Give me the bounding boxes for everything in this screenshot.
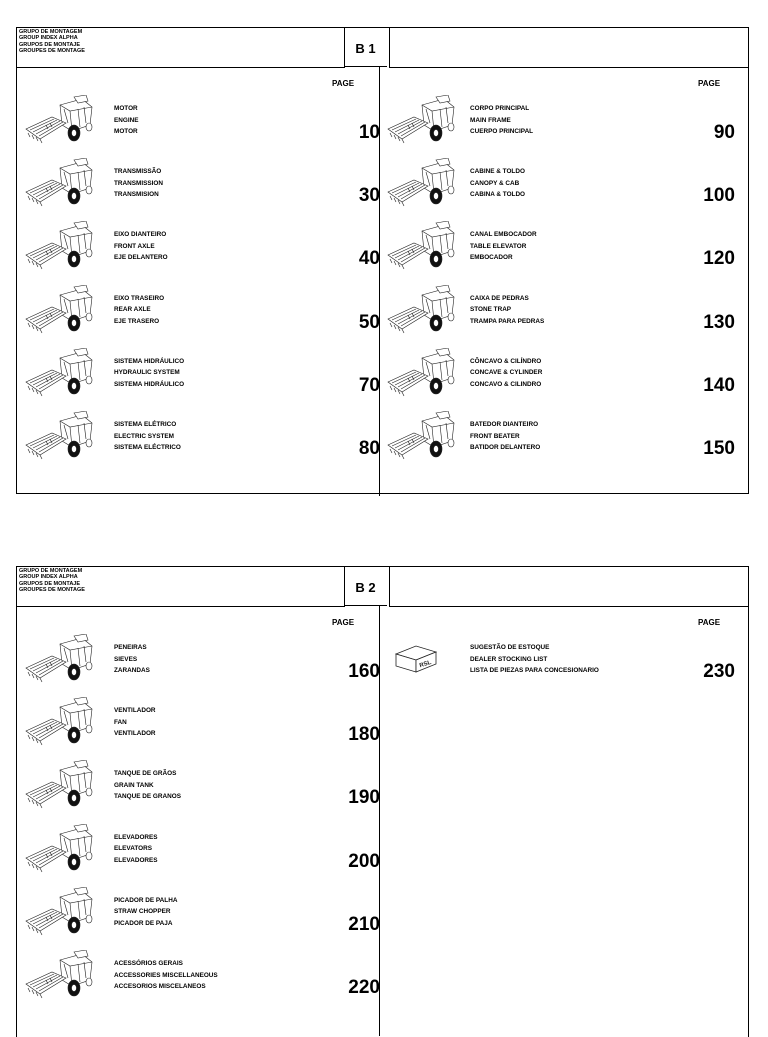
entry-name-es: SISTEMA HIDRÁULICO <box>114 380 185 388</box>
group-title-fr: GROUPES DE MONTAGE <box>19 48 85 55</box>
entry-name-pt: ELEVADORES <box>114 833 158 841</box>
entry-names <box>470 642 599 677</box>
page-column-heading: PAGE <box>332 618 355 627</box>
entry-names <box>114 705 156 740</box>
entry-name-pt: VENTILADOR <box>114 707 156 715</box>
index-entry[interactable] <box>22 411 380 473</box>
entry-name-pt: TRANSMISSÃO <box>114 168 162 176</box>
combine-harvester-icon <box>384 411 456 465</box>
entry-names <box>114 103 139 138</box>
entry-name-es: TRANSMISION <box>114 191 159 199</box>
entry-page-number[interactable]: 120 <box>703 248 735 270</box>
entry-name-pt: CANAL EMBOCADOR <box>470 231 537 239</box>
entry-names <box>114 419 181 454</box>
entry-page-number[interactable]: 210 <box>348 913 380 935</box>
index-entry[interactable] <box>384 634 746 696</box>
index-entry[interactable] <box>22 158 380 220</box>
entry-names <box>470 229 537 264</box>
entry-name-es: ZARANDAS <box>114 667 150 674</box>
group-title-en: GROUP INDEX ALPHA <box>19 574 78 581</box>
combine-harvester-icon <box>384 95 456 149</box>
entry-name-es: VENTILADOR <box>114 730 156 738</box>
combine-harvester-icon <box>384 285 456 339</box>
entry-name-pt: CORPO PRINCIPAL <box>470 105 530 112</box>
entry-name-en: CANOPY & CAB <box>470 179 520 187</box>
entry-name-pt: CÔNCAVO & CILÍNDRO <box>470 357 542 365</box>
entry-name-es: CABINA & TOLDO <box>470 191 526 199</box>
combine-harvester-icon <box>22 760 94 814</box>
combine-harvester-icon <box>22 697 94 751</box>
group-title-box <box>16 27 345 68</box>
entry-name-pt: PICADOR DE PALHA <box>114 896 178 904</box>
entry-name-en: ACCESSORIES MISCELLANEOUS <box>114 971 218 979</box>
entry-name-es: CUERPO PRINCIPAL <box>470 128 534 135</box>
entry-name-en: HYDRAULIC SYSTEM <box>114 369 180 377</box>
entry-name-en: SIEVES <box>114 655 138 663</box>
entry-name-pt: CABINE & TOLDO <box>470 168 525 176</box>
entry-page-number[interactable]: 30 <box>358 185 380 207</box>
index-entry[interactable] <box>22 887 380 949</box>
entry-name-pt: PENEIRAS <box>114 644 147 651</box>
combine-harvester-icon <box>22 824 94 878</box>
entry-page-number[interactable]: 140 <box>703 374 735 396</box>
group-code: B 2 <box>344 566 387 606</box>
combine-harvester-icon <box>22 634 94 688</box>
entry-name-pt: SUGESTÃO DE ESTOQUE <box>470 644 550 651</box>
group-title-box <box>16 566 345 607</box>
entry-name-es: TANQUE DE GRANOS <box>114 793 181 801</box>
entry-name-en: MAIN FRAME <box>470 116 511 124</box>
entry-name-en: CONCAVE & CYLINDER <box>470 369 543 377</box>
group-code: B 1 <box>344 27 387 67</box>
entry-name-pt: EIXO TRASEIRO <box>114 294 165 302</box>
entry-name-es: BATIDOR DELANTERO <box>470 444 541 451</box>
entry-names <box>470 419 540 454</box>
index-entry[interactable] <box>22 95 380 157</box>
index-entry[interactable] <box>22 950 380 1012</box>
entry-name-es: EMBOCADOR <box>470 254 513 262</box>
entry-names <box>470 356 542 391</box>
index-entry[interactable] <box>384 95 746 157</box>
entry-name-pt: ACESSÓRIOS GERAIS <box>114 960 183 967</box>
entry-page-number[interactable]: 230 <box>703 661 735 682</box>
combine-harvester-icon <box>22 95 94 149</box>
entry-names <box>470 103 533 138</box>
entry-page-number[interactable]: 40 <box>358 248 380 270</box>
combine-harvester-icon <box>22 158 94 212</box>
entry-name-en: FAN <box>114 718 127 726</box>
combine-harvester-icon <box>22 221 94 275</box>
entry-name-es: ELEVADORES <box>114 856 158 864</box>
entry-names <box>114 356 184 391</box>
header-blank-box <box>389 566 748 607</box>
entry-name-pt: BATEDOR DIANTEIRO <box>470 421 539 428</box>
group-title-es: GRUPOS DE MONTAJE <box>19 41 81 48</box>
combine-harvester-icon <box>384 221 456 275</box>
entry-name-es: SISTEMA ELÉCTRICO <box>114 444 181 451</box>
entry-name-pt: TANQUE DE GRÃOS <box>114 770 177 778</box>
entry-page-number[interactable]: 70 <box>358 374 380 396</box>
entry-name-en: FRONT AXLE <box>114 242 155 250</box>
entry-page-number[interactable]: 200 <box>348 850 380 872</box>
index-entry[interactable] <box>22 824 380 886</box>
entry-name-en: STRAW CHOPPER <box>114 908 171 916</box>
entry-name-en: TABLE ELEVATOR <box>470 242 527 250</box>
group-title-lines <box>19 29 85 55</box>
page-column-heading: PAGE <box>332 79 355 88</box>
entry-names <box>470 166 525 201</box>
entry-name-en: STONE TRAP <box>470 306 512 314</box>
svg-text:RSL: RSL <box>418 659 433 670</box>
index-entry[interactable] <box>22 221 380 283</box>
index-entry[interactable] <box>384 411 746 473</box>
entry-name-en: ELEVATORS <box>114 845 152 853</box>
index-panel-b2 <box>16 566 749 1036</box>
entry-name-pt: MOTOR <box>114 105 138 112</box>
entry-name-es: EJE TRASERO <box>114 317 160 325</box>
entry-page-number[interactable]: 100 <box>703 185 735 207</box>
entry-name-pt: CAIXA DE PEDRAS <box>470 294 529 302</box>
entry-name-en: ELECTRIC SYSTEM <box>114 432 175 440</box>
group-title-fr: GROUPES DE MONTAGE <box>19 587 85 594</box>
combine-harvester-icon <box>22 887 94 941</box>
entry-page-number[interactable]: 190 <box>348 787 380 809</box>
entry-names <box>470 293 544 328</box>
index-entry[interactable] <box>22 760 380 822</box>
group-title-pt: GRUPO DE MONTAGEM <box>19 568 83 574</box>
entry-page-number[interactable]: 150 <box>703 438 735 459</box>
entry-name-en: FRONT BEATER <box>470 432 520 440</box>
entry-page-number[interactable]: 80 <box>358 438 380 459</box>
entry-names <box>114 166 163 201</box>
entry-names <box>114 768 181 803</box>
entry-page-number[interactable]: 180 <box>348 724 380 746</box>
entry-name-es: ACCESORIOS MISCELANEOS <box>114 983 206 990</box>
group-title-es: GRUPOS DE MONTAJE <box>19 580 81 587</box>
page-column-heading: PAGE <box>698 79 721 88</box>
combine-harvester-icon <box>384 158 456 212</box>
combine-harvester-icon <box>384 348 456 402</box>
index-entry[interactable] <box>384 285 746 347</box>
entry-name-en: REAR AXLE <box>114 306 151 314</box>
entry-name-pt: SISTEMA HIDRÁULICO <box>114 357 185 365</box>
entry-page-number[interactable]: 10 <box>358 122 380 143</box>
entry-name-pt: SISTEMA ELÉTRICO <box>114 421 177 428</box>
combine-harvester-icon <box>22 348 94 402</box>
group-title-lines <box>19 568 85 594</box>
entry-name-es: LISTA DE PIEZAS PARA CONCESIONARIO <box>470 667 599 674</box>
entry-name-en: TRANSMISSION <box>114 179 163 187</box>
entry-page-number[interactable]: 220 <box>348 977 380 998</box>
entry-name-es: MOTOR <box>114 128 138 135</box>
entry-page-number[interactable]: 50 <box>358 311 380 333</box>
entry-names <box>114 229 168 264</box>
index-entry[interactable] <box>22 348 380 410</box>
entry-name-en: GRAIN TANK <box>114 781 154 789</box>
page-column-heading: PAGE <box>698 618 721 627</box>
entry-names <box>114 642 150 677</box>
combine-harvester-icon <box>22 411 94 465</box>
entry-name-es: PICADOR DE PAJA <box>114 919 173 927</box>
combine-harvester-icon <box>22 950 94 1004</box>
entry-names <box>114 958 218 993</box>
entry-name-en: ENGINE <box>114 116 139 124</box>
entry-name-es: CONCAVO & CILINDRO <box>470 380 542 388</box>
entry-page-number[interactable]: 160 <box>348 661 380 682</box>
index-entry[interactable] <box>384 158 746 220</box>
header-blank-box <box>389 27 748 68</box>
index-entry[interactable] <box>384 348 746 410</box>
entry-name-es: TRAMPA PARA PEDRAS <box>470 317 545 325</box>
entry-page-number[interactable]: 90 <box>713 122 735 143</box>
index-entry[interactable] <box>22 285 380 347</box>
group-title-en: GROUP INDEX ALPHA <box>19 35 78 42</box>
rsl-box-icon <box>394 638 466 692</box>
index-panel-b1 <box>16 27 749 494</box>
group-title-pt: GRUPO DE MONTAGEM <box>19 29 83 35</box>
entry-name-es: EJE DELANTERO <box>114 254 168 262</box>
index-entry[interactable] <box>22 697 380 759</box>
entry-name-pt: EIXO DIANTEIRO <box>114 231 167 239</box>
index-entry[interactable] <box>22 634 380 696</box>
entry-names <box>114 895 177 930</box>
entry-names <box>114 293 164 328</box>
combine-harvester-icon <box>22 285 94 339</box>
entry-names <box>114 832 158 867</box>
entry-name-en: DEALER STOCKING LIST <box>470 655 548 663</box>
index-entry[interactable] <box>384 221 746 283</box>
entry-page-number[interactable]: 130 <box>703 311 735 333</box>
